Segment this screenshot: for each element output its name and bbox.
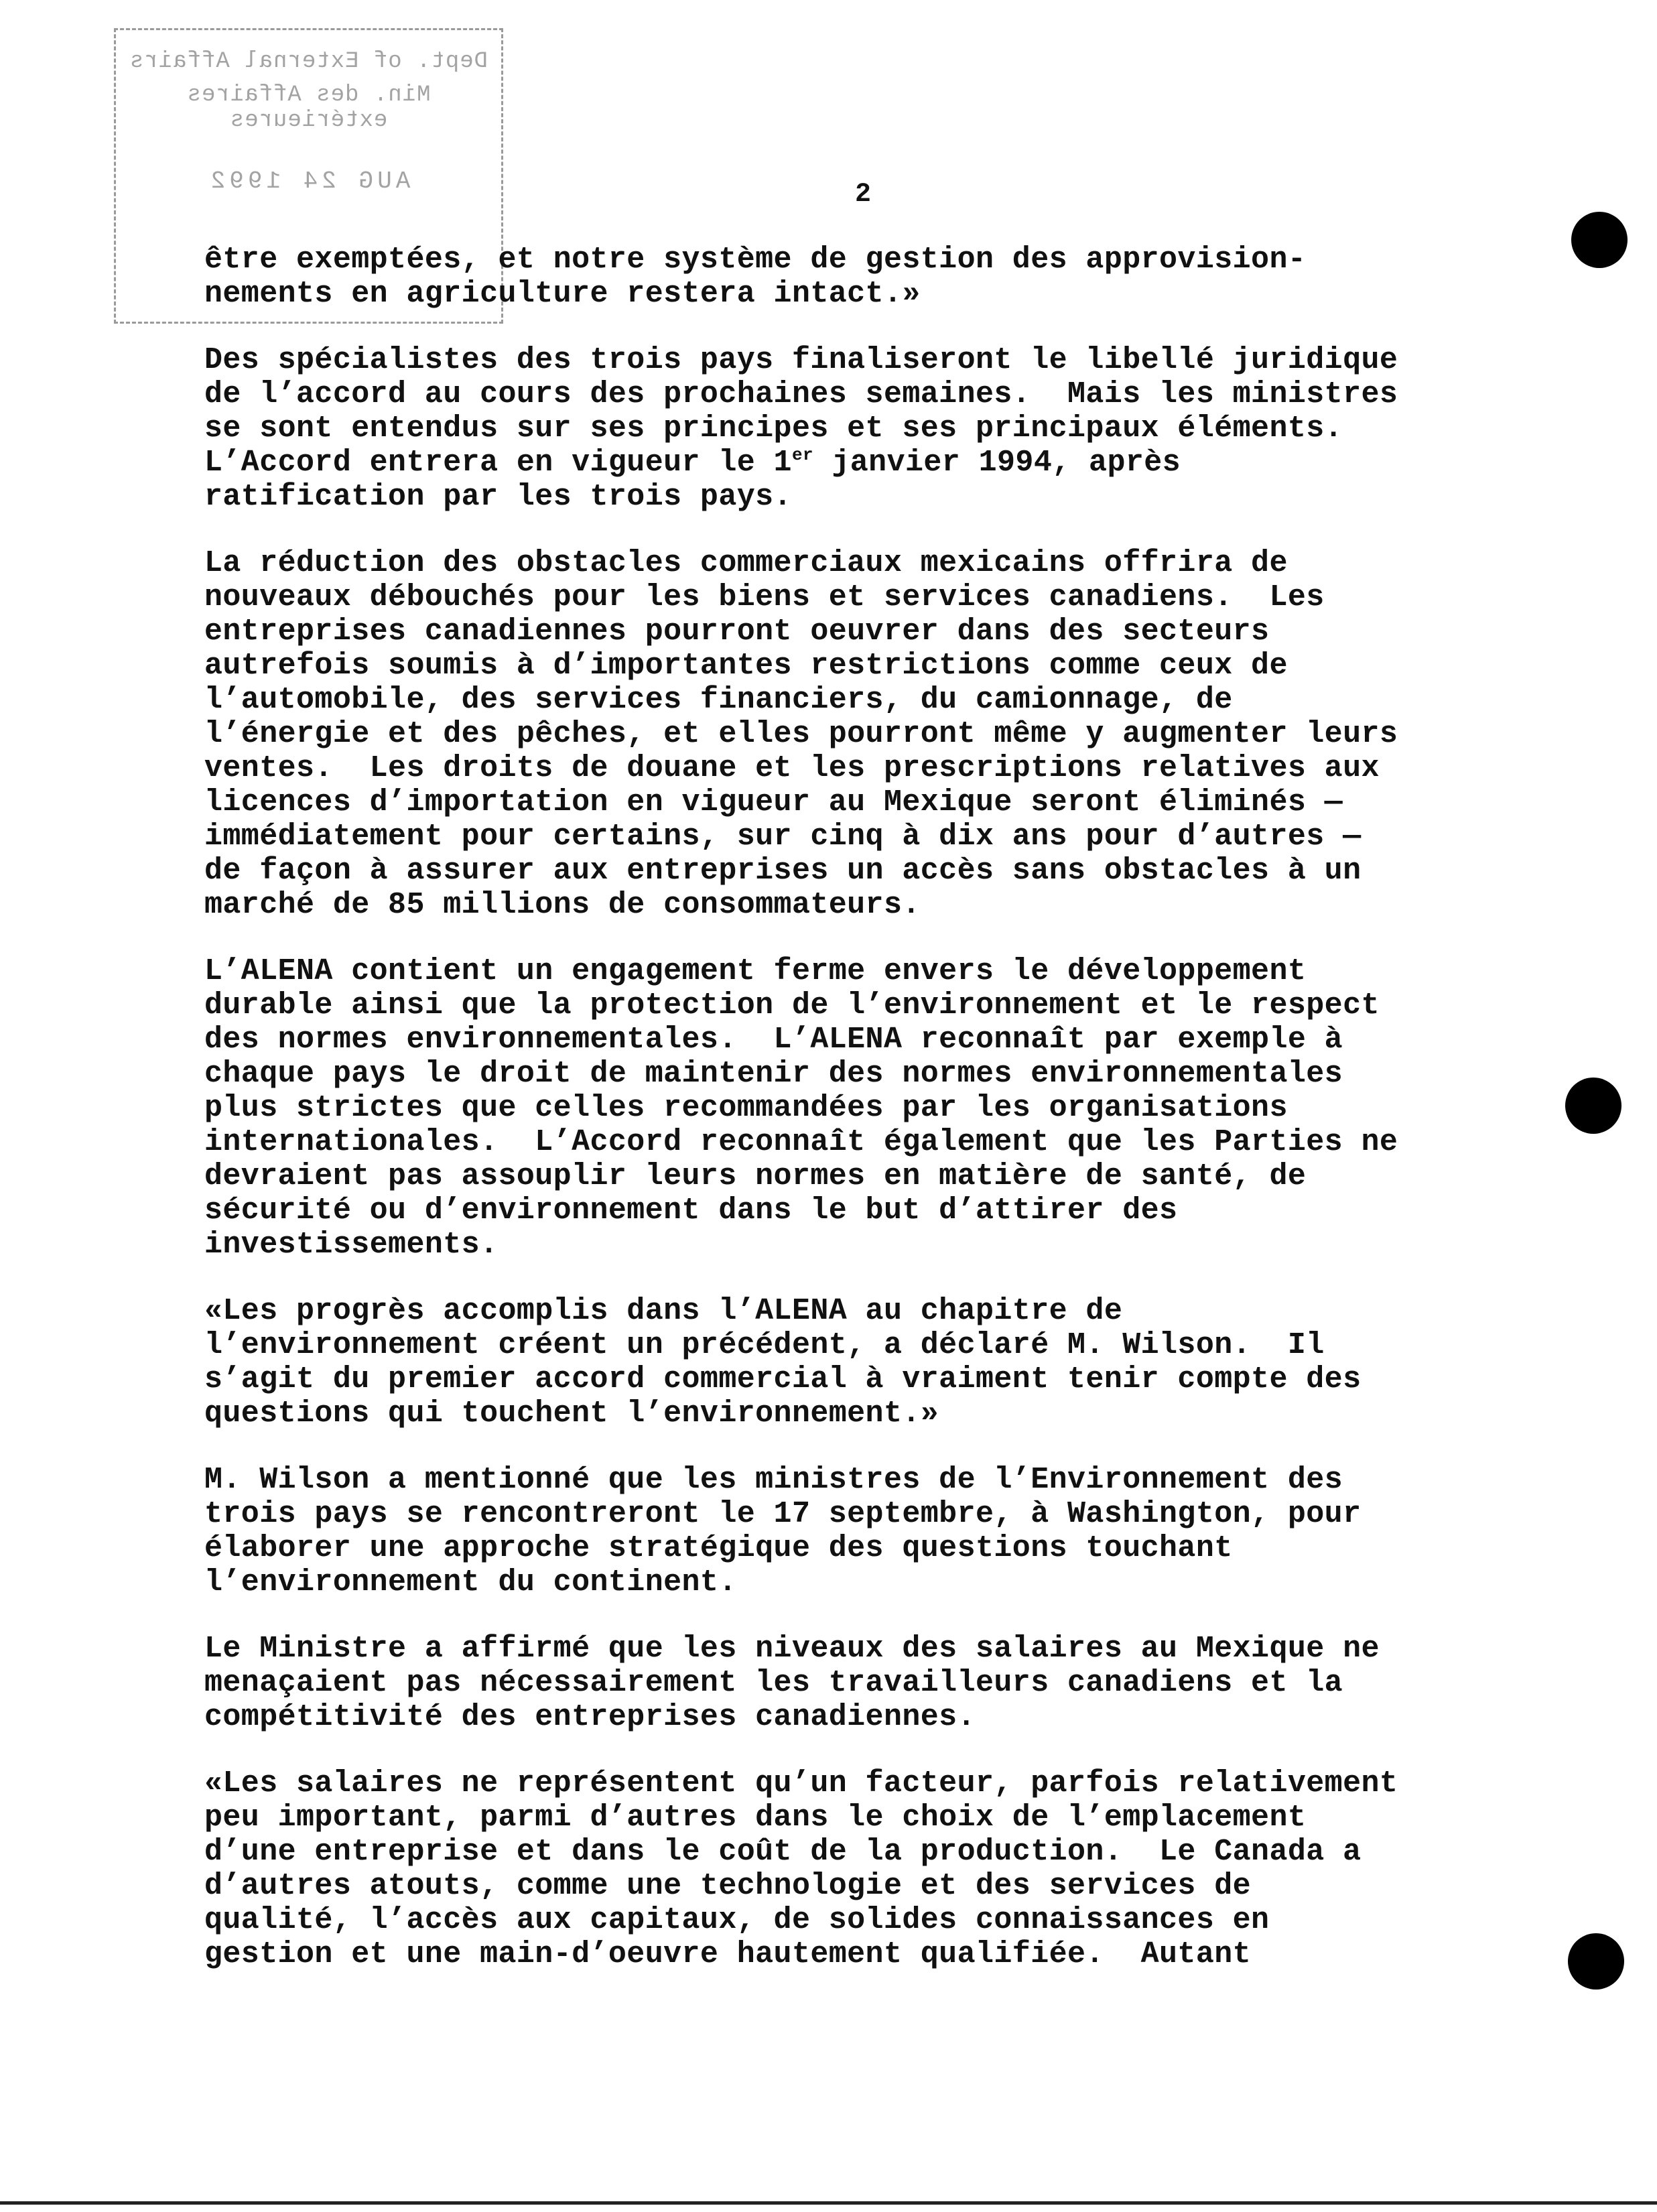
text-line: «Les salaires ne représentent qu’un facteur, parfois relativement: [204, 1766, 1398, 1801]
paragraph: [204, 1463, 1551, 1600]
text-line: des normes environnementales. L’ALENA reconnaît par exemple à: [204, 1023, 1343, 1057]
text-line: entreprises canadiennes pourront oeuvrer dans des secteurs: [204, 614, 1270, 649]
text-line: sécurité ou d’environnement dans le but d’attirer des: [204, 1193, 1178, 1228]
text-line: internationales. L’Accord reconnaît également que les Parties ne: [204, 1125, 1398, 1159]
text-line: immédiatement pour certains, sur cinq à dix ans pour d’autres —: [204, 820, 1362, 854]
paragraph: [204, 343, 1551, 514]
text-line: questions qui touchent l’environnement.»: [204, 1396, 939, 1431]
text-segment: janvier 1994, après: [813, 446, 1181, 480]
paragraph: [204, 1632, 1551, 1734]
text-line: nements en agriculture restera intact.»: [204, 277, 921, 311]
text-line: ratification par les trois pays.: [204, 480, 792, 514]
scan-edge-line: [0, 2201, 1657, 2205]
text-line: M. Wilson a mentionné que les ministres de l’Environnement des: [204, 1463, 1343, 1497]
text-line: d’autres atouts, comme une technologie et des services de: [204, 1869, 1252, 1903]
text-line: peu important, parmi d’autres dans le choix de l’emplacement: [204, 1801, 1307, 1835]
text-line: plus strictes que celles recommandées par les organisations: [204, 1091, 1288, 1125]
stamp-date: AUG 24 1992: [206, 168, 411, 195]
paragraph: [204, 546, 1551, 922]
text-line: investissements.: [204, 1228, 499, 1262]
text-line: qualité, l’accès aux capitaux, de solides connaissances en: [204, 1903, 1270, 1937]
text-line: élaborer une approche stratégique des questions touchant: [204, 1531, 1233, 1565]
text-line: de façon à assurer aux entreprises un accès sans obstacles à un: [204, 854, 1362, 888]
text-segment: L’Accord entrera en vigueur le 1: [204, 446, 792, 480]
superscript-ordinal: er: [791, 445, 813, 465]
text-line: de l’accord au cours des prochaines semaines. Mais les ministres: [204, 377, 1398, 411]
paragraph: [204, 243, 1551, 311]
text-line: durable ainsi que la protection de l’environnement et le respect: [204, 988, 1380, 1023]
text-line: nouveaux débouchés pour les biens et services canadiens. Les: [204, 580, 1325, 614]
text-line: Des spécialistes des trois pays finaliseront le libellé juridique: [204, 343, 1398, 377]
text-line: s’agit du premier accord commercial à vraiment tenir compte des: [204, 1362, 1362, 1396]
paragraph: [204, 954, 1551, 1262]
text-line: La réduction des obstacles commerciaux mexicains offrira de: [204, 546, 1288, 580]
text-line: ventes. Les droits de douane et les prescriptions relatives aux: [204, 751, 1380, 785]
text-line: d’une entreprise et dans le coût de la production. Le Canada a: [204, 1835, 1362, 1869]
binder-hole: [1568, 1933, 1624, 1990]
text-line: l’automobile, des services financiers, du camionnage, de: [204, 683, 1233, 717]
paragraph: [204, 1766, 1551, 1971]
text-line: Le Ministre a affirmé que les niveaux des salaires au Mexique ne: [204, 1632, 1380, 1666]
text-line: menaçaient pas nécessairement les travailleurs canadiens et la: [204, 1666, 1343, 1700]
text-line: être exemptées, et notre système de gestion des approvision-: [204, 243, 1307, 277]
text-line: trois pays se rencontreront le 17 septembre, à Washington, pour: [204, 1497, 1362, 1531]
stamp-line: Dept. of External Affairs: [129, 49, 488, 74]
paragraph: [204, 1294, 1551, 1431]
text-line: l’environnement créent un précédent, a déclaré M. Wilson. Il: [204, 1328, 1325, 1362]
binder-hole: [1571, 212, 1628, 268]
stamp-line: Min. des Affaires extérieures: [186, 82, 431, 133]
text-line: gestion et une main-d’oeuvre hautement qualifiée. Autant: [204, 1937, 1252, 1971]
text-line: l’environnement du continent.: [204, 1565, 737, 1600]
document-body: [204, 243, 1551, 2004]
binder-hole: [1565, 1078, 1621, 1134]
text-line: chaque pays le droit de maintenir des normes environnementales: [204, 1057, 1343, 1091]
text-line: compétitivité des entreprises canadiennes.: [204, 1700, 976, 1734]
text-line: licences d’importation en vigueur au Mexique seront éliminés —: [204, 785, 1343, 820]
text-line: autrefois soumis à d’importantes restrictions comme ceux de: [204, 649, 1288, 683]
text-line: L’ALENA contient un engagement ferme envers le développement: [204, 954, 1307, 988]
text-line: «Les progrès accomplis dans l’ALENA au chapitre de: [204, 1294, 1123, 1328]
text-line: se sont entendus sur ses principes et ses principaux éléments.: [204, 411, 1343, 446]
text-line: l’énergie et des pêches, et elles pourront même y augmenter leurs: [204, 717, 1398, 751]
text-line: marché de 85 millions de consommateurs.: [204, 888, 921, 922]
text-line: devraient pas assouplir leurs normes en matière de santé, de: [204, 1159, 1307, 1193]
text-line: [204, 446, 1551, 480]
page-number: 2: [854, 180, 871, 210]
